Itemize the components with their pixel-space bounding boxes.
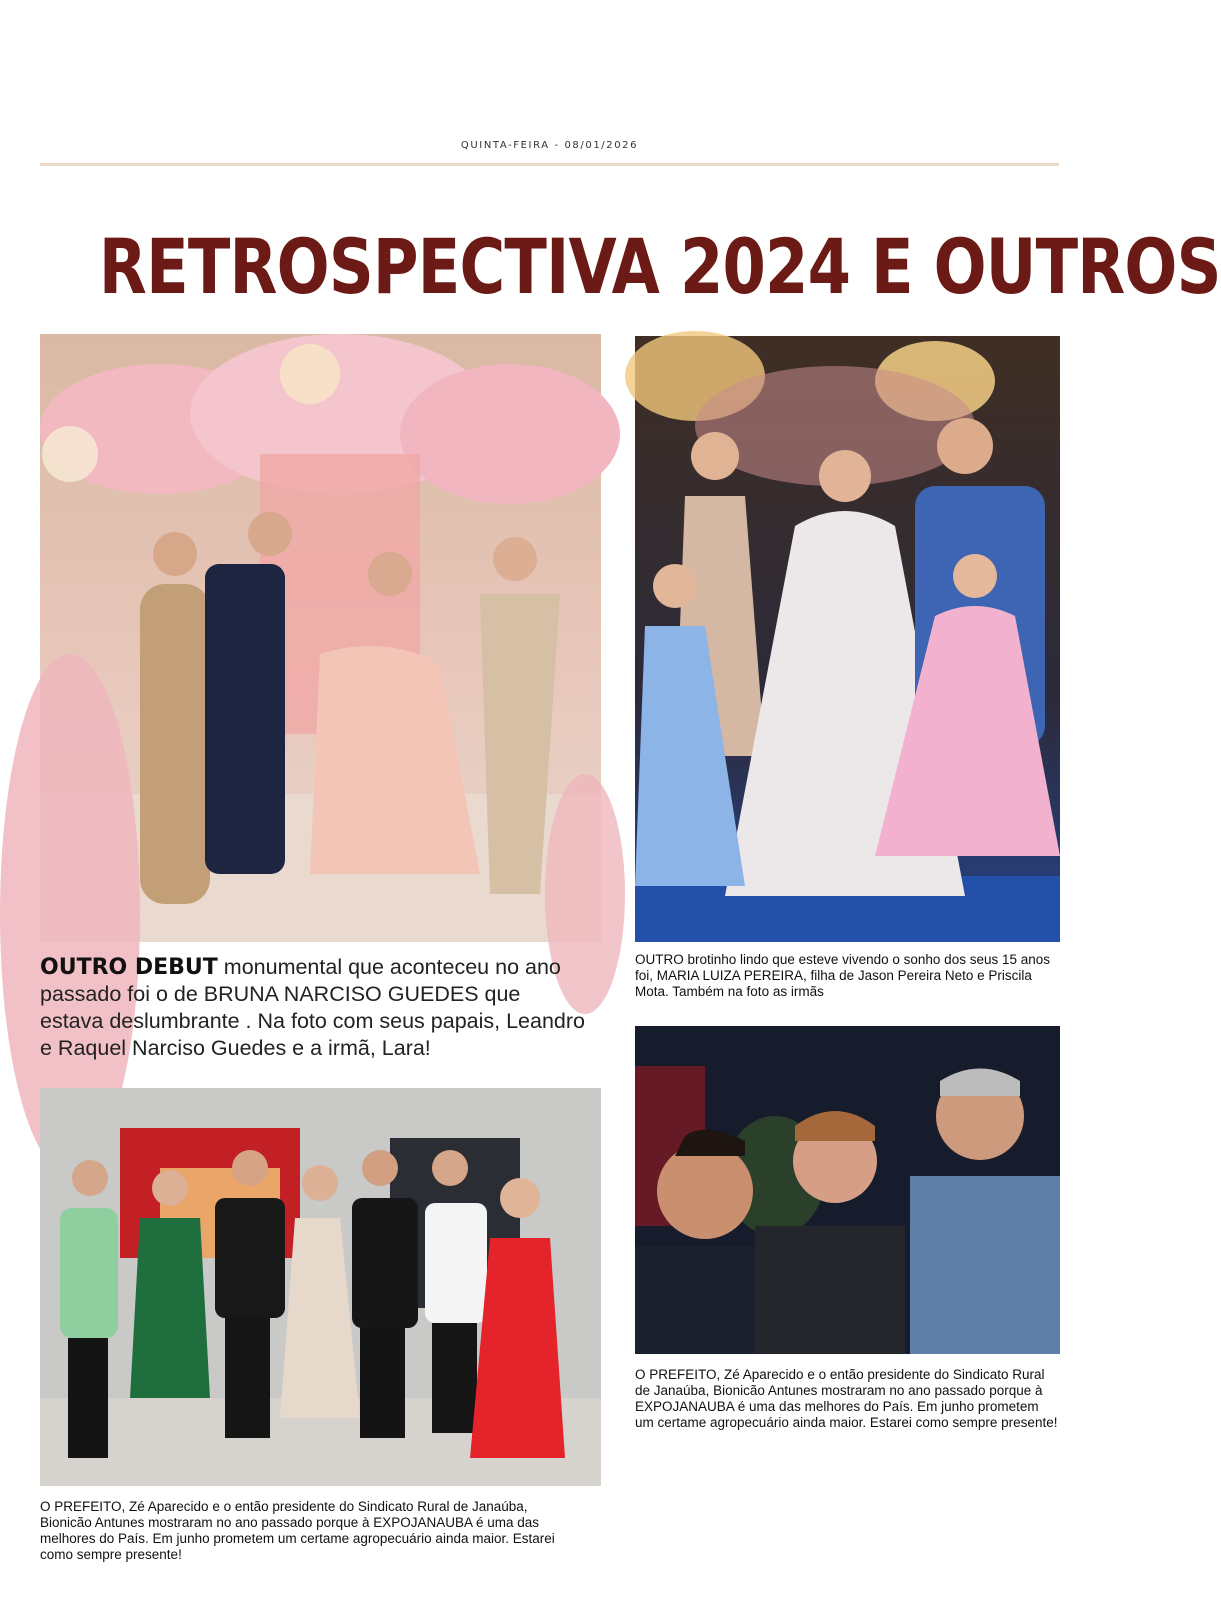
issue-date: QUINTA-FEIRA - 08/01/2026 — [460, 140, 639, 151]
expojanauba-caption-right: O PREFEITO, Zé Aparecido e o então presidente do Sindicato Rural de Janaúba, Bionicão Antunes mostraram no ano passado porque à EXPOJANAUBA é uma das melhores do País. Em junho prometem um certame agropecuário ainda maior. Estarei como sempre presente! — [635, 1367, 1058, 1430]
debut-caption — [40, 954, 585, 1062]
group-party-photo — [40, 1088, 601, 1486]
expojanauba-caption-left: O PREFEITO, Zé Aparecido e o então presidente do Sindicato Rural de Janaúba, Bionicão Antunes mostraram no ano passado porque à EXPOJANAUBA é uma das melhores do País. Em junho prometem um certame agropecuário ainda maior. Estarei como sempre presente! — [40, 1499, 555, 1562]
page-headline: RETROSPECTIVA 2024 E OUTROS — [98, 222, 1221, 311]
fifteen-birthday-caption: OUTRO brotinho lindo que esteve vivendo o sonho dos seus 15 anos foi, MARIA LUIZA PEREIRA, filha de Jason Pereira Neto e Priscila Mota. Também na foto as irmãs — [635, 952, 1051, 999]
debut-caption-text: monumental que aconteceu no ano passado foi o de BRUNA NARCISO GUEDES que estava deslumbrante . Na foto com seus papais, Leandro e Raquel Narciso Guedes e a irmã, Lara! — [40, 955, 585, 1060]
debut-family-photo — [40, 334, 601, 942]
expojanauba-men-photo — [635, 1026, 1060, 1354]
debut-caption-lead: OUTRO DEBUT — [40, 955, 218, 980]
fifteen-birthday-photo — [635, 336, 1060, 942]
header-divider — [40, 163, 1059, 166]
